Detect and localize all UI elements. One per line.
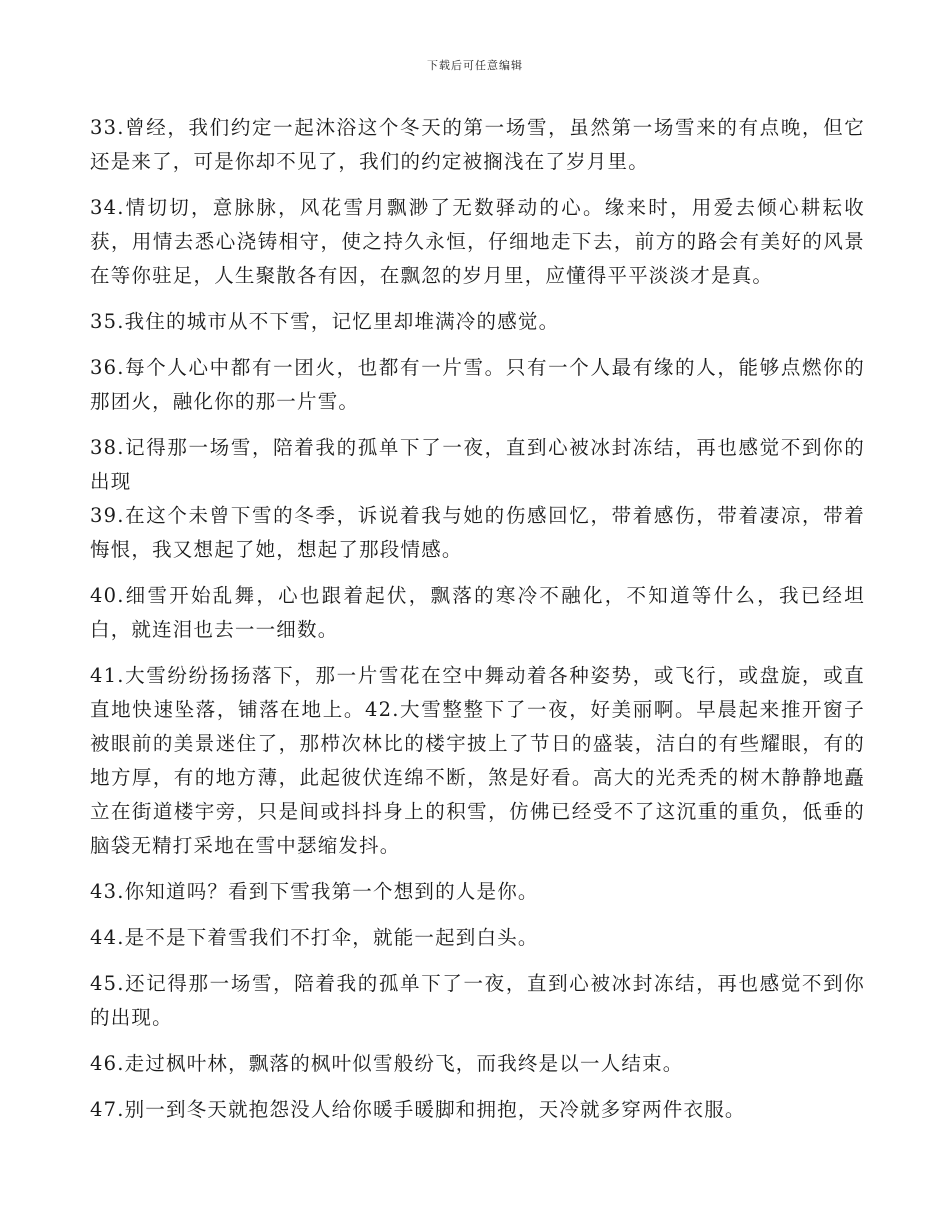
paragraph-38: 38.记得那一场雪，陪着我的孤单下了一夜，直到心被冰封冻结，再也感觉不到你的出现 [90,436,865,493]
paragraph-45: 45.还记得那一场雪，陪着我的孤单下了一夜，直到心被冰封冻结，再也感觉不到你的出现。 [90,972,865,1029]
paragraph-41-42: 41.大雪纷纷扬扬落下，那一片雪花在空中舞动着各种姿势，或飞行，或盘旋，或直直地快速坠落，铺落在地上。42.大雪整整下了一夜，好美丽啊。早晨起来推开窗子被眼前的美景迷住了，那栉次林比的楼宇披上了节日的盛装，洁白的有些耀眼，有的地方厚，有的地方薄，此起彼伏连绵不断，煞是好看。高大的光秃秃的树木静静地矗立在街道楼宇旁，只是间或抖抖身上的积雪，仿佛已经受不了这沉重的重负，低垂的脑袋无精打采地在雪中瑟缩发抖。 [90,664,865,857]
paragraph-33: 33.曾经，我们约定一起沐浴这个冬天的第一场雪，虽然第一场雪来的有点晚，但它还是来了，可是你却不见了，我们的约定被搁浅在了岁月里。 [90,116,865,173]
paragraph-44: 44.是不是下着雪我们不打伞，就能一起到白头。 [90,926,539,949]
document-body [90,111,865,1139]
paragraph-34: 34.情切切，意脉脉，风花雪月飘渺了无数驿动的心。缘来时，用爱去倾心耕耘收获，用情去悉心浇铸相守，使之持久永恒，仔细地走下去，前方的路会有美好的风景在等你驻足，人生聚散各有因，在飘忽的岁月里，应懂得平平淡淡才是真。 [90,196,865,287]
paragraph-35: 35.我住的城市从不下雪，记忆里却堆满冷的感觉。 [90,310,560,333]
paragraph-39: 39.在这个未曾下雪的冬季，诉说着我与她的伤感回忆，带着感伤，带着凄凉，带着悔恨，我又想起了她，想起了那段情感。 [90,504,865,561]
paragraph-43: 43.你知道吗？看到下雪我第一个想到的人是你。 [90,880,539,903]
page-header: 下载后可任意编辑 [427,59,523,72]
paragraph-46: 46.走过枫叶林，飘落的枫叶似雪般纷飞，而我终是以一人结束。 [90,1052,684,1075]
paragraph-40: 40.细雪开始乱舞，心也跟着起伏，飘落的寒冷不融化，不知道等什么，我已经坦白，就连泪也去一一细数。 [90,584,865,641]
paragraph-36: 36.每个人心中都有一团火，也都有一片雪。只有一个人最有缘的人，能够点燃你的那团火，融化你的那一片雪。 [90,356,865,413]
paragraph-47: 47.别一到冬天就抱怨没人给你暖手暖脚和拥抱，天冷就多穿两件衣服。 [90,1098,746,1121]
